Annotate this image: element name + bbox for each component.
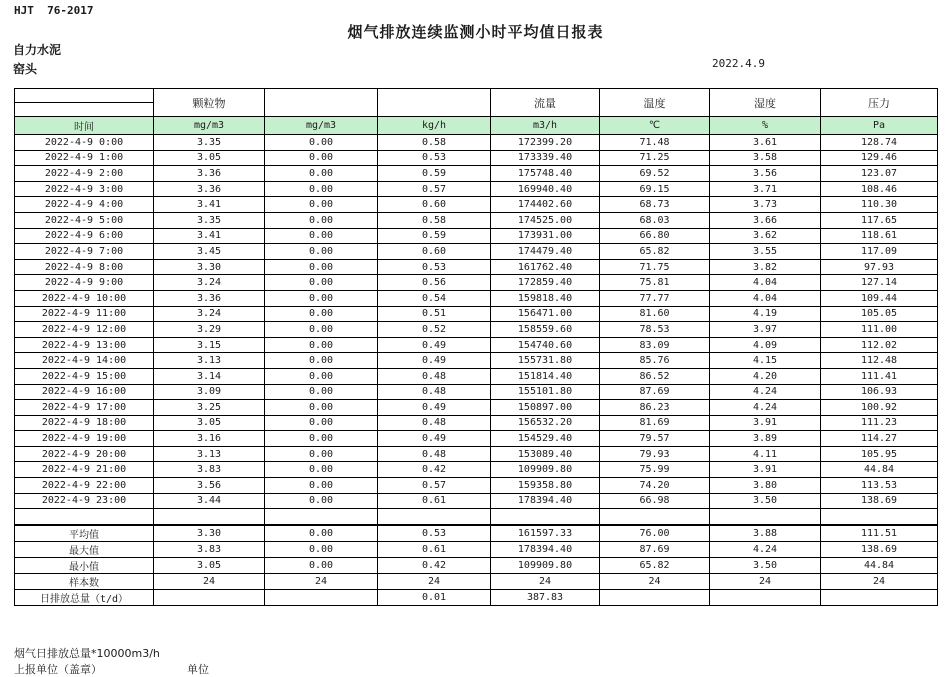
value-cell: 4.20 — [710, 368, 821, 384]
summary-value: 3.83 — [154, 541, 265, 557]
value-cell: 71.75 — [600, 259, 710, 275]
summary-value: 109909.80 — [491, 557, 600, 573]
table-row — [15, 415, 938, 431]
value-cell: 0.00 — [265, 478, 378, 494]
time-header-bottom-cell — [15, 103, 154, 117]
summary-row — [15, 589, 938, 605]
value-cell: 0.00 — [265, 290, 378, 306]
time-cell: 2022-4-9 10:00 — [15, 290, 154, 306]
value-cell: 0.42 — [378, 462, 491, 478]
time-cell: 2022-4-9 21:00 — [15, 462, 154, 478]
value-cell: 109.44 — [821, 290, 938, 306]
value-cell: 3.71 — [710, 181, 821, 197]
value-cell: 0.00 — [265, 384, 378, 400]
value-cell: 158559.60 — [491, 322, 600, 338]
value-cell: 151814.40 — [491, 368, 600, 384]
spacer-cell — [265, 509, 378, 525]
table-row — [15, 353, 938, 369]
value-cell: 174402.60 — [491, 197, 600, 213]
value-cell: 0.48 — [378, 368, 491, 384]
table-row — [15, 197, 938, 213]
time-cell: 2022-4-9 7:00 — [15, 244, 154, 260]
value-cell: 0.00 — [265, 306, 378, 322]
value-cell: 0.00 — [265, 244, 378, 260]
table-row — [15, 212, 938, 228]
value-cell: 3.14 — [154, 368, 265, 384]
value-cell: 0.00 — [265, 259, 378, 275]
summary-value: 111.51 — [821, 525, 938, 542]
value-cell: 4.04 — [710, 275, 821, 291]
value-cell: 71.25 — [600, 150, 710, 166]
summary-label: 最大值 — [15, 541, 154, 557]
value-cell: 3.83 — [154, 462, 265, 478]
report-date: 2022.4.9 — [712, 57, 765, 70]
time-cell: 2022-4-9 4:00 — [15, 197, 154, 213]
value-cell: 3.62 — [710, 228, 821, 244]
value-cell: 4.11 — [710, 446, 821, 462]
value-cell: 3.82 — [710, 259, 821, 275]
summary-value: 0.42 — [378, 557, 491, 573]
summary-value: 161597.33 — [491, 525, 600, 542]
summary-value — [821, 589, 938, 605]
summary-value — [265, 589, 378, 605]
value-cell: 117.65 — [821, 212, 938, 228]
value-cell: 0.00 — [265, 400, 378, 416]
value-cell: 0.59 — [378, 166, 491, 182]
value-cell: 3.15 — [154, 337, 265, 353]
table-row — [15, 135, 938, 151]
value-cell: 156471.00 — [491, 306, 600, 322]
summary-label: 日排放总量（t/d） — [15, 589, 154, 605]
value-cell: 3.36 — [154, 181, 265, 197]
value-cell: 173339.40 — [491, 150, 600, 166]
value-cell: 0.54 — [378, 290, 491, 306]
value-cell: 0.00 — [265, 212, 378, 228]
group-header-row — [15, 89, 938, 103]
value-cell: 3.61 — [710, 135, 821, 151]
time-cell: 2022-4-9 1:00 — [15, 150, 154, 166]
table-row — [15, 446, 938, 462]
value-cell: 75.81 — [600, 275, 710, 291]
group-header-empty-2 — [378, 89, 491, 117]
value-cell: 68.73 — [600, 197, 710, 213]
value-cell: 4.19 — [710, 306, 821, 322]
summary-value: 0.01 — [378, 589, 491, 605]
value-cell: 0.57 — [378, 478, 491, 494]
summary-label: 最小值 — [15, 557, 154, 573]
value-cell: 111.41 — [821, 368, 938, 384]
value-cell: 161762.40 — [491, 259, 600, 275]
summary-label: 平均值 — [15, 525, 154, 542]
value-cell: 118.61 — [821, 228, 938, 244]
value-cell: 100.92 — [821, 400, 938, 416]
unit-header-pa: Pa — [821, 117, 938, 135]
value-cell: 3.56 — [154, 478, 265, 494]
value-cell: 83.09 — [600, 337, 710, 353]
value-cell: 71.48 — [600, 135, 710, 151]
value-cell: 85.76 — [600, 353, 710, 369]
value-cell: 110.30 — [821, 197, 938, 213]
group-header-empty-1 — [265, 89, 378, 117]
value-cell: 123.07 — [821, 166, 938, 182]
value-cell: 3.80 — [710, 478, 821, 494]
value-cell: 78.53 — [600, 322, 710, 338]
value-cell: 154529.40 — [491, 431, 600, 447]
value-cell: 3.25 — [154, 400, 265, 416]
time-cell: 2022-4-9 13:00 — [15, 337, 154, 353]
value-cell: 0.00 — [265, 166, 378, 182]
summary-value — [710, 589, 821, 605]
group-header-pressure: 压力 — [821, 89, 938, 117]
time-cell: 2022-4-9 11:00 — [15, 306, 154, 322]
value-cell: 0.00 — [265, 415, 378, 431]
value-cell: 111.23 — [821, 415, 938, 431]
value-cell: 75.99 — [600, 462, 710, 478]
value-cell: 0.58 — [378, 212, 491, 228]
value-cell: 106.93 — [821, 384, 938, 400]
summary-value: 24 — [600, 573, 710, 589]
value-cell: 79.57 — [600, 431, 710, 447]
summary-value: 24 — [710, 573, 821, 589]
summary-value: 387.83 — [491, 589, 600, 605]
value-cell: 44.84 — [821, 462, 938, 478]
value-cell: 0.49 — [378, 431, 491, 447]
table-row — [15, 181, 938, 197]
station-name: 窑头 — [13, 62, 38, 76]
value-cell: 4.04 — [710, 290, 821, 306]
value-cell: 129.46 — [821, 150, 938, 166]
table-row — [15, 337, 938, 353]
page-title: 烟气排放连续监测小时平均值日报表 — [347, 23, 604, 41]
value-cell: 81.69 — [600, 415, 710, 431]
value-cell: 0.52 — [378, 322, 491, 338]
value-cell: 0.59 — [378, 228, 491, 244]
value-cell: 3.55 — [710, 244, 821, 260]
value-cell: 3.13 — [154, 353, 265, 369]
value-cell: 178394.40 — [491, 493, 600, 509]
value-cell: 3.35 — [154, 212, 265, 228]
value-cell: 3.30 — [154, 259, 265, 275]
time-cell: 2022-4-9 9:00 — [15, 275, 154, 291]
value-cell: 175748.40 — [491, 166, 600, 182]
report-table — [14, 88, 938, 606]
summary-row — [15, 557, 938, 573]
value-cell: 154740.60 — [491, 337, 600, 353]
value-cell: 0.00 — [265, 462, 378, 478]
time-cell: 2022-4-9 18:00 — [15, 415, 154, 431]
summary-value: 0.00 — [265, 541, 378, 557]
value-cell: 3.50 — [710, 493, 821, 509]
summary-value: 24 — [265, 573, 378, 589]
summary-value: 24 — [378, 573, 491, 589]
summary-value: 178394.40 — [491, 541, 600, 557]
value-cell: 86.23 — [600, 400, 710, 416]
value-cell: 0.00 — [265, 150, 378, 166]
value-cell: 0.56 — [378, 275, 491, 291]
spacer-cell — [710, 509, 821, 525]
time-cell: 2022-4-9 3:00 — [15, 181, 154, 197]
value-cell: 159818.40 — [491, 290, 600, 306]
value-cell: 3.66 — [710, 212, 821, 228]
value-cell: 3.13 — [154, 446, 265, 462]
spacer-cell — [15, 509, 154, 525]
value-cell: 3.89 — [710, 431, 821, 447]
value-cell: 3.24 — [154, 306, 265, 322]
value-cell: 105.95 — [821, 446, 938, 462]
summary-value: 0.53 — [378, 525, 491, 542]
summary-value: 24 — [154, 573, 265, 589]
value-cell: 0.48 — [378, 384, 491, 400]
unit-header-celsius: ℃ — [600, 117, 710, 135]
value-cell: 69.15 — [600, 181, 710, 197]
value-cell: 74.20 — [600, 478, 710, 494]
value-cell: 65.82 — [600, 244, 710, 260]
value-cell: 155731.80 — [491, 353, 600, 369]
value-cell: 169940.40 — [491, 181, 600, 197]
value-cell: 81.60 — [600, 306, 710, 322]
value-cell: 69.52 — [600, 166, 710, 182]
value-cell: 0.00 — [265, 322, 378, 338]
value-cell: 3.97 — [710, 322, 821, 338]
summary-value: 4.24 — [710, 541, 821, 557]
table-row — [15, 166, 938, 182]
value-cell: 0.00 — [265, 368, 378, 384]
value-cell: 173931.00 — [491, 228, 600, 244]
table-row — [15, 290, 938, 306]
table-row — [15, 259, 938, 275]
summary-value: 3.05 — [154, 557, 265, 573]
company-name: 自力水泥 — [13, 43, 62, 57]
time-cell: 2022-4-9 14:00 — [15, 353, 154, 369]
footer-note: 烟气日排放总量*10000m3/h — [14, 647, 160, 660]
value-cell: 3.35 — [154, 135, 265, 151]
summary-value — [600, 589, 710, 605]
value-cell: 4.24 — [710, 384, 821, 400]
value-cell: 0.00 — [265, 493, 378, 509]
spacer-cell — [378, 509, 491, 525]
time-header-top-cell — [15, 89, 154, 103]
summary-value: 24 — [821, 573, 938, 589]
summary-value: 3.50 — [710, 557, 821, 573]
value-cell: 3.44 — [154, 493, 265, 509]
summary-value: 87.69 — [600, 541, 710, 557]
time-cell: 2022-4-9 12:00 — [15, 322, 154, 338]
value-cell: 0.00 — [265, 353, 378, 369]
table-row — [15, 478, 938, 494]
value-cell: 0.51 — [378, 306, 491, 322]
unit-header-time: 时间 — [15, 117, 154, 135]
value-cell: 150897.00 — [491, 400, 600, 416]
value-cell: 0.60 — [378, 244, 491, 260]
time-cell: 2022-4-9 6:00 — [15, 228, 154, 244]
value-cell: 0.60 — [378, 197, 491, 213]
value-cell: 4.15 — [710, 353, 821, 369]
value-cell: 0.48 — [378, 446, 491, 462]
summary-value: 65.82 — [600, 557, 710, 573]
summary-value: 44.84 — [821, 557, 938, 573]
time-cell: 2022-4-9 15:00 — [15, 368, 154, 384]
value-cell: 172859.40 — [491, 275, 600, 291]
spacer-cell — [491, 509, 600, 525]
value-cell: 3.73 — [710, 197, 821, 213]
value-cell: 79.93 — [600, 446, 710, 462]
value-cell: 77.77 — [600, 290, 710, 306]
value-cell: 3.24 — [154, 275, 265, 291]
doc-code: HJT 76-2017 — [14, 4, 94, 17]
summary-row — [15, 541, 938, 557]
value-cell: 128.74 — [821, 135, 938, 151]
value-cell: 3.41 — [154, 228, 265, 244]
value-cell: 3.91 — [710, 462, 821, 478]
value-cell: 174479.40 — [491, 244, 600, 260]
value-cell: 3.58 — [710, 150, 821, 166]
summary-value: 138.69 — [821, 541, 938, 557]
value-cell: 117.09 — [821, 244, 938, 260]
summary-row — [15, 573, 938, 589]
table-row — [15, 244, 938, 260]
table-row — [15, 384, 938, 400]
group-header-humidity: 湿度 — [710, 89, 821, 117]
value-cell: 3.36 — [154, 166, 265, 182]
value-cell: 155101.80 — [491, 384, 600, 400]
value-cell: 0.53 — [378, 259, 491, 275]
table-row — [15, 228, 938, 244]
value-cell: 0.57 — [378, 181, 491, 197]
time-cell: 2022-4-9 5:00 — [15, 212, 154, 228]
value-cell: 0.49 — [378, 400, 491, 416]
value-cell: 172399.20 — [491, 135, 600, 151]
time-cell: 2022-4-9 2:00 — [15, 166, 154, 182]
table-row — [15, 400, 938, 416]
table-row — [15, 368, 938, 384]
value-cell: 4.09 — [710, 337, 821, 353]
value-cell: 3.05 — [154, 150, 265, 166]
value-cell: 0.00 — [265, 431, 378, 447]
value-cell: 66.80 — [600, 228, 710, 244]
summary-value: 3.30 — [154, 525, 265, 542]
table-row — [15, 150, 938, 166]
summary-value: 76.00 — [600, 525, 710, 542]
table-row — [15, 431, 938, 447]
value-cell: 0.00 — [265, 446, 378, 462]
unit-header-row — [15, 117, 938, 135]
time-cell: 2022-4-9 22:00 — [15, 478, 154, 494]
table-row — [15, 322, 938, 338]
unit-header-mgm3-1: mg/m3 — [154, 117, 265, 135]
summary-value: 0.61 — [378, 541, 491, 557]
time-cell: 2022-4-9 8:00 — [15, 259, 154, 275]
time-cell: 2022-4-9 0:00 — [15, 135, 154, 151]
value-cell: 153089.40 — [491, 446, 600, 462]
value-cell: 138.69 — [821, 493, 938, 509]
value-cell: 159358.80 — [491, 478, 600, 494]
value-cell: 112.02 — [821, 337, 938, 353]
group-header-temperature: 温度 — [600, 89, 710, 117]
spacer-cell — [821, 509, 938, 525]
value-cell: 0.00 — [265, 181, 378, 197]
value-cell: 3.29 — [154, 322, 265, 338]
table-row — [15, 306, 938, 322]
summary-value: 0.00 — [265, 557, 378, 573]
value-cell: 0.53 — [378, 150, 491, 166]
summary-value — [154, 589, 265, 605]
value-cell: 0.00 — [265, 197, 378, 213]
value-cell: 111.00 — [821, 322, 938, 338]
value-cell: 0.58 — [378, 135, 491, 151]
group-header-particulate: 颗粒物 — [154, 89, 265, 117]
value-cell: 108.46 — [821, 181, 938, 197]
value-cell: 97.93 — [821, 259, 938, 275]
spacer-row — [15, 509, 938, 525]
value-cell: 0.00 — [265, 135, 378, 151]
value-cell: 0.00 — [265, 228, 378, 244]
unit-header-m3h: m3/h — [491, 117, 600, 135]
unit-label: 单位 — [187, 663, 209, 676]
spacer-cell — [600, 509, 710, 525]
unit-header-mgm3-2: mg/m3 — [265, 117, 378, 135]
table-row — [15, 275, 938, 291]
value-cell: 174525.00 — [491, 212, 600, 228]
spacer-cell — [154, 509, 265, 525]
value-cell: 113.53 — [821, 478, 938, 494]
value-cell: 0.61 — [378, 493, 491, 509]
time-cell: 2022-4-9 17:00 — [15, 400, 154, 416]
summary-label: 样本数 — [15, 573, 154, 589]
value-cell: 156532.20 — [491, 415, 600, 431]
unit-header-percent: % — [710, 117, 821, 135]
time-cell: 2022-4-9 23:00 — [15, 493, 154, 509]
summary-value: 3.88 — [710, 525, 821, 542]
value-cell: 3.41 — [154, 197, 265, 213]
time-cell: 2022-4-9 20:00 — [15, 446, 154, 462]
value-cell: 68.03 — [600, 212, 710, 228]
value-cell: 3.56 — [710, 166, 821, 182]
value-cell: 127.14 — [821, 275, 938, 291]
summary-row — [15, 525, 938, 542]
time-cell: 2022-4-9 19:00 — [15, 431, 154, 447]
value-cell: 87.69 — [600, 384, 710, 400]
value-cell: 105.05 — [821, 306, 938, 322]
value-cell: 0.49 — [378, 337, 491, 353]
value-cell: 109909.80 — [491, 462, 600, 478]
summary-value: 24 — [491, 573, 600, 589]
value-cell: 114.27 — [821, 431, 938, 447]
summary-value: 0.00 — [265, 525, 378, 542]
value-cell: 0.00 — [265, 275, 378, 291]
group-header-flow: 流量 — [491, 89, 600, 117]
value-cell: 86.52 — [600, 368, 710, 384]
value-cell: 112.48 — [821, 353, 938, 369]
value-cell: 0.49 — [378, 353, 491, 369]
table-row — [15, 493, 938, 509]
value-cell: 3.05 — [154, 415, 265, 431]
table-row — [15, 462, 938, 478]
time-cell: 2022-4-9 16:00 — [15, 384, 154, 400]
unit-header-kgh: kg/h — [378, 117, 491, 135]
value-cell: 3.09 — [154, 384, 265, 400]
report-unit-label: 上报单位（盖章） — [14, 663, 102, 676]
value-cell: 66.98 — [600, 493, 710, 509]
value-cell: 0.48 — [378, 415, 491, 431]
value-cell: 3.45 — [154, 244, 265, 260]
value-cell: 3.36 — [154, 290, 265, 306]
value-cell: 3.91 — [710, 415, 821, 431]
value-cell: 3.16 — [154, 431, 265, 447]
value-cell: 4.24 — [710, 400, 821, 416]
value-cell: 0.00 — [265, 337, 378, 353]
